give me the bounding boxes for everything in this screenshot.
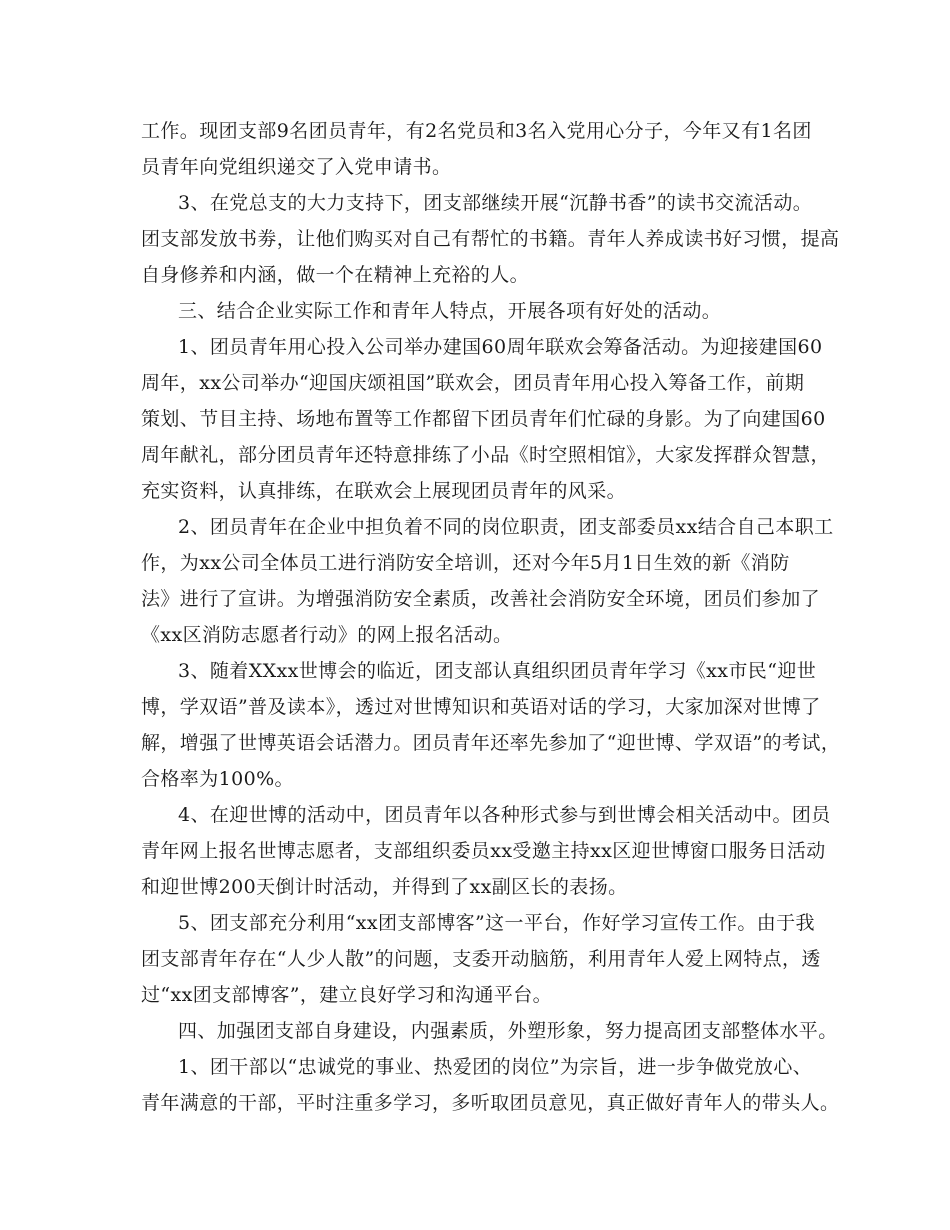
- text-line: 策划、节目主持、场地布置等工作都留下团员青年们忙碌的身影。为了向建国60: [141, 408, 826, 430]
- text-line: 员青年向党组织递交了入党申请书。: [141, 156, 452, 178]
- text-line: 3、随着XXxx世博会的临近，团支部认真组织团员青年学习《xx市民“迎世: [178, 660, 817, 682]
- text-line: 过“xx团支部博客”，建立良好学习和沟通平台。: [141, 984, 553, 1006]
- text-line: 1、团员青年用心投入公司举办建国60周年联欢会筹备活动。为迎接建国60: [178, 336, 823, 358]
- text-line: 5、团支部充分利用“xx团支部博客”这一平台，作好学习宣传工作。由于我: [178, 912, 815, 934]
- text-line: 法》进行了宣讲。为增强消防安全素质，改善社会消防安全环境，团员们参加了: [141, 588, 821, 610]
- text-line: 自身修养和内涵，做一个在精神上充裕的人。: [141, 264, 530, 286]
- text-line: 2、团员青年在企业中担负着不同的岗位职责，团支部委员xx结合自己本职工: [178, 516, 834, 538]
- text-line: 团支部青年存在“人少人散”的问题，支委开动脑筋，利用青年人爱上网特点，透: [141, 948, 821, 970]
- text-line: 合格率为100%。: [141, 768, 294, 790]
- text-line: 周年，xx公司举办“迎国庆颂祖国”联欢会，团员青年用心投入筹备工作，前期: [141, 372, 805, 394]
- section-heading: 三、结合企业实际工作和青年人特点，开展各项有好处的活动。: [178, 300, 722, 322]
- text-line: 青年网上报名世博志愿者，支部组织委员xx受邀主持xx区迎世博窗口服务日活动: [141, 840, 826, 862]
- text-line: 4、在迎世博的活动中，团员青年以各种形式参与到世博会相关活动中。团员: [178, 804, 831, 826]
- text-line: 青年满意的干部，平时注重多学习，多听取团员意见，真正做好青年人的带头人。: [141, 1092, 840, 1114]
- text-line: 博，学双语”普及读本》，透过对世博知识和英语对话的学习，大家加深对世博了: [141, 696, 821, 718]
- text-line: 团支部发放书劵，让他们购买对自己有帮忙的书籍。青年人养成读书好习惯，提高: [141, 228, 840, 250]
- text-line: 周年献礼，部分团员青年还特意排练了小品《时空照相馆》，大家发挥群众智慧，: [141, 444, 830, 466]
- text-line: 和迎世博200天倒计时活动，并得到了xx副区长的表扬。: [141, 876, 628, 898]
- text-line: 1、团干部以“忠诚党的事业、热爱团的岗位”为宗旨，进一步争做党放心、: [178, 1056, 813, 1078]
- text-line: 解，增强了世博英语会话潜力。团员青年还率先参加了“迎世博、学双语”的考试，: [141, 732, 841, 754]
- text-line: 工作。现团支部9名团员青年，有2名党员和3名入党用心分子，今年又有1名团: [141, 120, 812, 142]
- text-line: 3、在党总支的大力支持下，团支部继续开展“沉静书香”的读书交流活动。: [178, 192, 813, 214]
- section-heading: 四、加强团支部自身建设，内强素质，外塑形象，努力提高团支部整体水平。: [178, 1020, 838, 1042]
- text-line: 充实资料，认真排练，在联欢会上展现团员青年的风采。: [141, 480, 627, 502]
- text-line: 《xx区消防志愿者行动》的网上报名活动。: [141, 624, 513, 646]
- text-line: 作，为xx公司全体员工进行消防安全培训，还对今年5月1日生效的新《消防: [141, 552, 790, 574]
